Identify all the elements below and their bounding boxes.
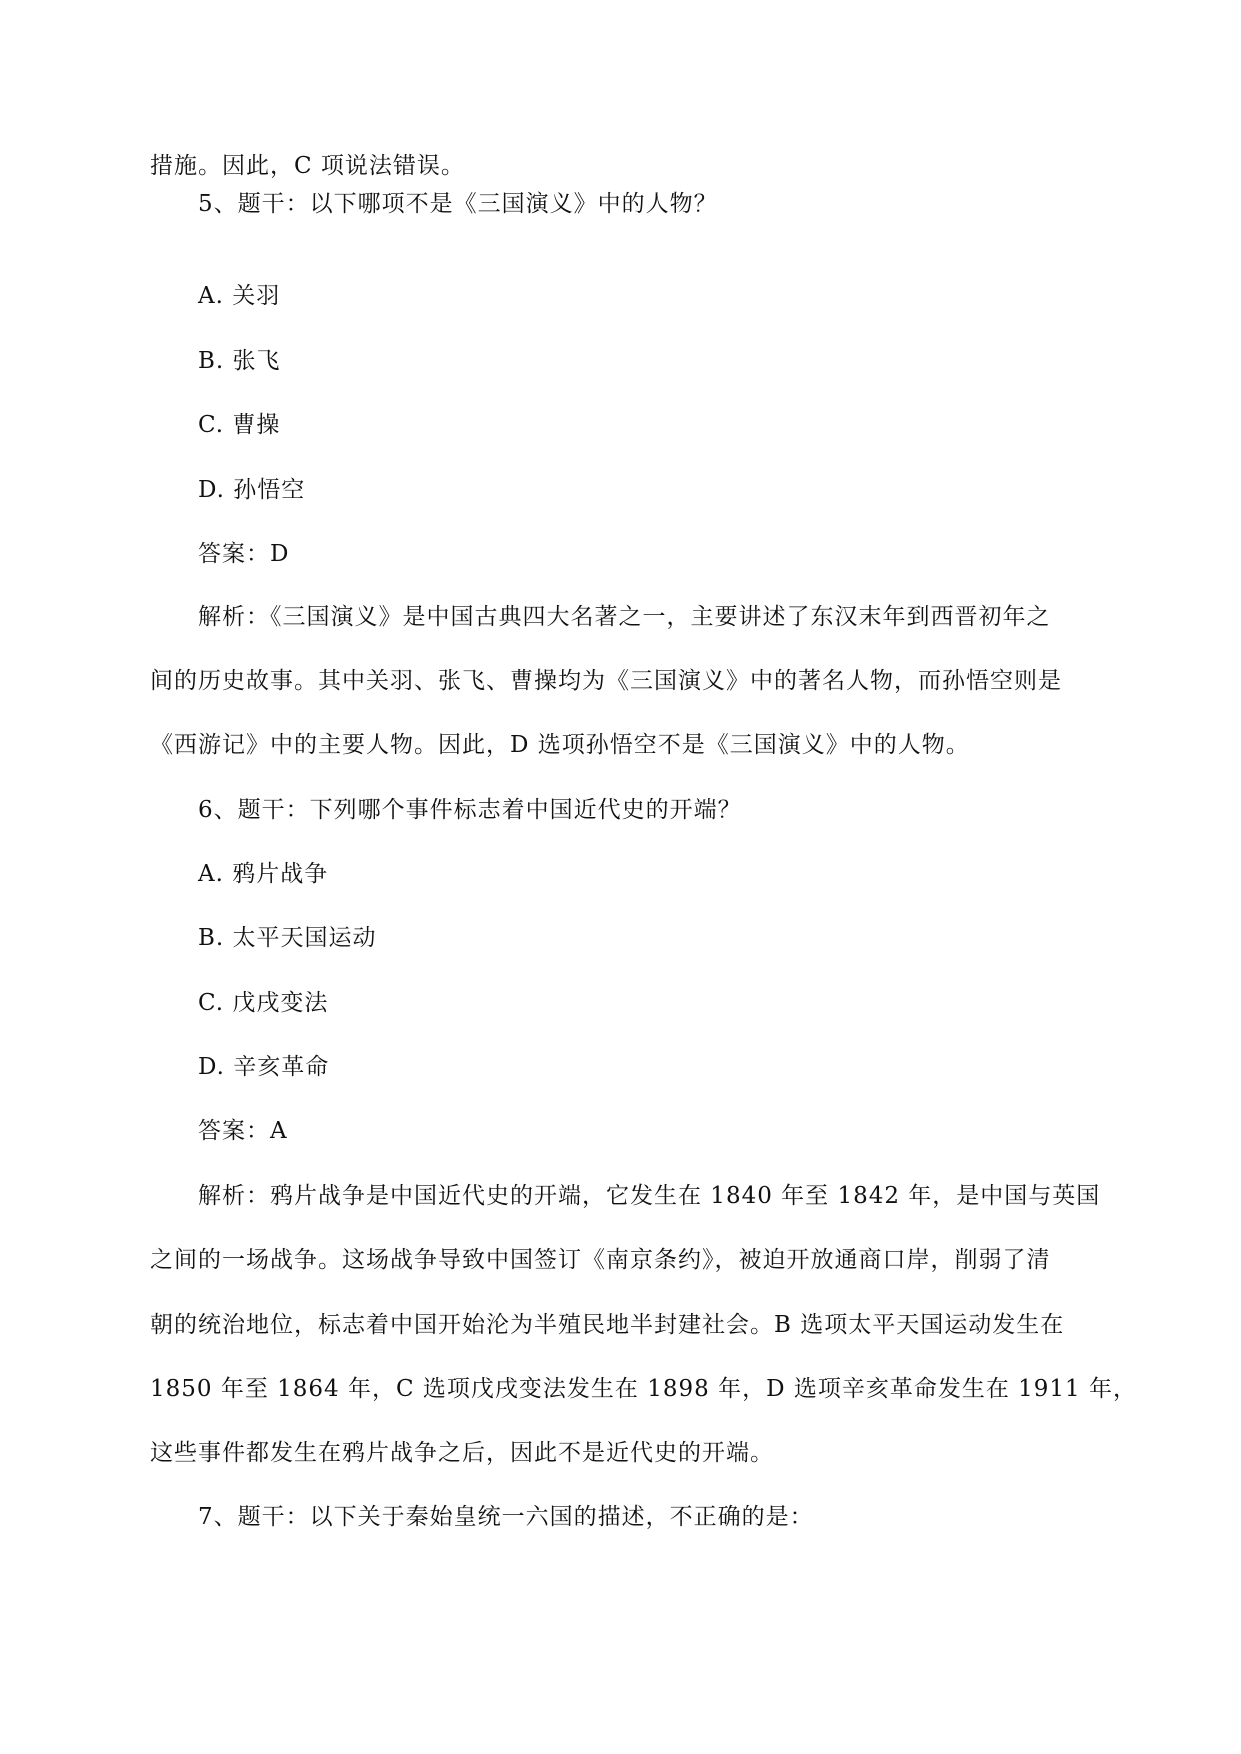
option-c: C. 曹操 — [198, 412, 281, 438]
question-stem: 6、题干：下列哪个事件标志着中国近代史的开端？ — [198, 797, 742, 823]
explanation-line: 解析：鸦片战争是中国近代史的开端，它发生在 1840 年至 1842 年，是中国与英国 — [198, 1183, 1101, 1209]
option-b: B. 张飞 — [198, 348, 281, 374]
option-a: A. 鸦片战争 — [198, 861, 329, 887]
explanation-line: 《西游记》中的主要人物。因此，D 选项孙悟空不是《三国演义》中的人物。 — [150, 732, 970, 758]
option-a: A. 关羽 — [198, 283, 281, 309]
explanation-line: 间的历史故事。其中关羽、张飞、曹操均为《三国演义》中的著名人物，而孙悟空则是 — [150, 668, 1062, 694]
option-d: D. 辛亥革命 — [198, 1054, 330, 1080]
answer: 答案：D — [198, 541, 290, 567]
question-stem: 5、题干：以下哪项不是《三国演义》中的人物？ — [198, 191, 718, 217]
explanation-line: 这些事件都发生在鸦片战争之后，因此不是近代史的开端。 — [150, 1440, 774, 1466]
explanation-line: 之间的一场战争。这场战争导致中国签订《南京条约》，被迫开放通商口岸，削弱了清 — [150, 1247, 1051, 1273]
explanation-line: 朝的统治地位，标志着中国开始沦为半殖民地半封建社会。B 选项太平天国运动发生在 — [150, 1312, 1065, 1338]
question-stem: 7、题干：以下关于秦始皇统一六国的描述，不正确的是： — [198, 1504, 814, 1530]
option-d: D. 孙悟空 — [198, 477, 306, 503]
option-c: C. 戊戌变法 — [198, 990, 329, 1016]
explanation-line: 1850 年至 1864 年，C 选项戊戌变法发生在 1898 年，D 选项辛亥革命发生在 1911 年， — [150, 1376, 1137, 1402]
answer: 答案：A — [198, 1118, 288, 1144]
text-line: 措施。因此，C 项说法错误。 — [150, 153, 465, 179]
option-b: B. 太平天国运动 — [198, 925, 377, 951]
explanation-line: 解析：《三国演义》是中国古典四大名著之一，主要讲述了东汉末年到西晋初年之 — [198, 604, 1051, 630]
